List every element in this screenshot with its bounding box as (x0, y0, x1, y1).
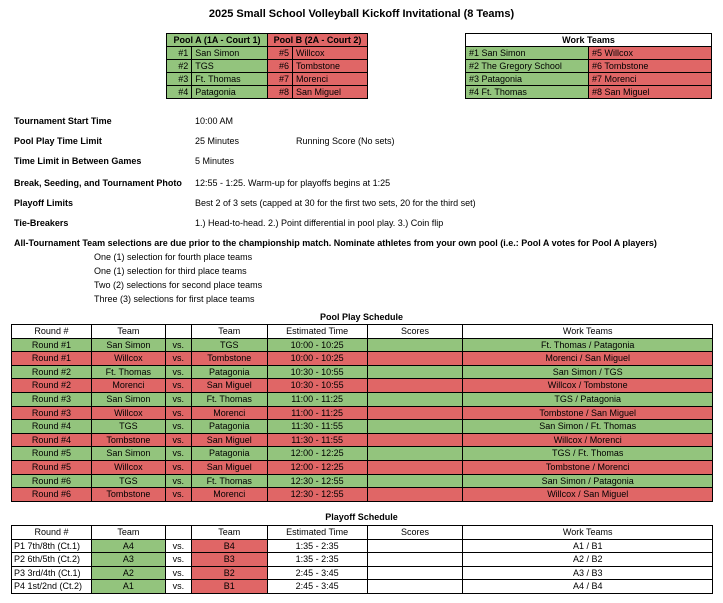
vs-cell[interactable]: vs. (165, 447, 191, 461)
pool-b-seed[interactable]: #6 (268, 60, 293, 73)
round-cell[interactable]: Round #5 (12, 460, 92, 474)
work-teams-cell[interactable]: Willcox / San Miguel (463, 488, 713, 502)
pool-b-team[interactable]: Tombstone (293, 60, 368, 73)
between-games-value[interactable]: 5 Minutes (195, 156, 235, 166)
break-label: Break, Seeding, and Tournament Photo (14, 178, 182, 188)
time-cell[interactable]: 10:00 - 10:25 (267, 338, 367, 352)
table-row (12, 553, 713, 567)
scores-cell[interactable] (367, 352, 463, 366)
table-header-row (12, 325, 713, 339)
col-header-round[interactable]: Round # (12, 526, 92, 540)
table-header-row (12, 526, 713, 540)
team2-cell[interactable]: Ft. Thomas (191, 474, 267, 488)
pool-a-seed[interactable]: #4 (167, 86, 192, 99)
scores-cell[interactable] (367, 338, 463, 352)
team2-cell[interactable]: B1 (191, 580, 267, 594)
pool-row (167, 47, 368, 60)
time-cell[interactable]: 11:30 - 11:55 (267, 420, 367, 434)
team2-cell[interactable]: San Miguel (191, 379, 267, 393)
break-value[interactable]: 12:55 - 1:25. Warm-up for playoffs begins at 1:25 (195, 178, 391, 188)
work-teams-cell[interactable]: Willcox / Morenci (463, 433, 713, 447)
selection-item[interactable]: Two (2) selections for second place teams (94, 280, 263, 290)
between-games-label: Time Limit in Between Games (14, 156, 142, 166)
team1-cell[interactable]: Willcox (91, 406, 165, 420)
team1-cell[interactable]: Tombstone (91, 433, 165, 447)
work-team-b[interactable]: #5 Willcox (589, 47, 712, 60)
team1-cell[interactable]: A1 (91, 580, 165, 594)
vs-cell[interactable]: vs. (165, 580, 191, 594)
vs-cell[interactable]: vs. (165, 392, 191, 406)
work-team-a[interactable]: #2 The Gregory School (466, 60, 589, 73)
work-teams-cell[interactable]: Tombstone / Morenci (463, 460, 713, 474)
work-team-b[interactable]: #7 Morenci (589, 73, 712, 86)
scores-cell[interactable] (367, 488, 463, 502)
scores-cell[interactable] (367, 379, 463, 393)
team2-cell[interactable]: B3 (191, 553, 267, 567)
pool-limit-value[interactable]: 25 Minutes (195, 136, 240, 146)
scores-cell[interactable] (367, 553, 463, 567)
pool-a-team[interactable]: San Simon (192, 47, 268, 60)
round-cell[interactable]: Round #4 (12, 433, 92, 447)
time-cell[interactable]: 1:35 - 2:35 (267, 553, 367, 567)
time-cell[interactable]: 12:30 - 12:55 (267, 474, 367, 488)
work-teams-cell[interactable]: A1 / B1 (463, 539, 713, 553)
work-teams-cell[interactable]: Tombstone / San Miguel (463, 406, 713, 420)
vs-cell[interactable]: vs. (165, 365, 191, 379)
table-row (12, 420, 713, 434)
scores-cell[interactable] (367, 433, 463, 447)
work-teams-cell[interactable]: San Simon / Ft. Thomas (463, 420, 713, 434)
vs-cell[interactable]: vs. (165, 460, 191, 474)
team1-cell[interactable]: San Simon (91, 447, 165, 461)
vs-cell[interactable]: vs. (165, 379, 191, 393)
work-team-b[interactable]: #8 San Miguel (589, 86, 712, 99)
vs-cell[interactable]: vs. (165, 420, 191, 434)
work-teams-cell[interactable]: A2 / B2 (463, 553, 713, 567)
round-cell[interactable]: Round #1 (12, 338, 92, 352)
vs-cell[interactable]: vs. (165, 474, 191, 488)
pool-limit-note[interactable]: Running Score (No sets) (296, 136, 395, 146)
selection-item[interactable]: One (1) selection for fourth place teams (94, 252, 253, 262)
time-cell[interactable]: 12:30 - 12:55 (267, 488, 367, 502)
col-header-work[interactable]: Work Teams (463, 325, 713, 339)
scores-cell[interactable] (367, 420, 463, 434)
vs-cell[interactable]: vs. (165, 539, 191, 553)
tie-breakers-value[interactable]: 1.) Head-to-head. 2.) Point differential in pool play. 3.) Coin flip (195, 218, 444, 228)
work-teams-cell[interactable]: A4 / B4 (463, 580, 713, 594)
table-row (12, 406, 713, 420)
time-cell[interactable]: 10:30 - 10:55 (267, 379, 367, 393)
table-row (12, 460, 713, 474)
time-cell[interactable]: 2:45 - 3:45 (267, 566, 367, 580)
round-cell[interactable]: P2 6th/5th (Ct.2) (12, 553, 92, 567)
work-teams-cell[interactable]: San Simon / TGS (463, 365, 713, 379)
scores-cell[interactable] (367, 406, 463, 420)
start-time-label: Tournament Start Time (14, 116, 112, 126)
work-teams-cell[interactable]: Morenci / San Miguel (463, 352, 713, 366)
work-teams-cell[interactable]: Ft. Thomas / Patagonia (463, 338, 713, 352)
time-cell[interactable]: 10:30 - 10:55 (267, 365, 367, 379)
scores-cell[interactable] (367, 460, 463, 474)
round-cell[interactable]: Round #3 (12, 392, 92, 406)
table-row (12, 392, 713, 406)
team2-cell[interactable]: B4 (191, 539, 267, 553)
col-header-team1[interactable]: Team (91, 526, 165, 540)
table-row (12, 338, 713, 352)
round-cell[interactable]: Round #2 (12, 379, 92, 393)
pool-a-team[interactable]: Patagonia (192, 86, 268, 99)
table-row (12, 566, 713, 580)
pool-schedule-table (11, 324, 713, 502)
team2-cell[interactable]: TGS (191, 338, 267, 352)
time-cell[interactable]: 11:00 - 11:25 (267, 406, 367, 420)
start-time-value[interactable]: 10:00 AM (195, 116, 234, 126)
table-row (12, 580, 713, 594)
round-cell[interactable]: P4 1st/2nd (Ct.2) (12, 580, 92, 594)
time-cell[interactable]: 1:35 - 2:35 (267, 539, 367, 553)
scores-cell[interactable] (367, 392, 463, 406)
col-header-work[interactable]: Work Teams (463, 526, 713, 540)
all-tournament-note: All-Tournament Team selections are due prior to the championship match. Nominate athletes from your own pool (i.e.: Pool A votes for Pool A players) (14, 238, 657, 248)
table-row (12, 352, 713, 366)
pool-a-seed[interactable]: #1 (167, 47, 192, 60)
team2-cell[interactable]: Tombstone (191, 352, 267, 366)
team2-cell[interactable]: Patagonia (191, 365, 267, 379)
vs-cell[interactable]: vs. (165, 352, 191, 366)
selection-item[interactable]: One (1) selection for third place teams (94, 266, 247, 276)
time-cell[interactable]: 2:45 - 3:45 (267, 580, 367, 594)
time-cell[interactable]: 12:00 - 12:25 (267, 447, 367, 461)
vs-cell[interactable]: vs. (165, 566, 191, 580)
pool-a-team[interactable]: Ft. Thomas (192, 73, 268, 86)
pool-a-seed[interactable]: #3 (167, 73, 192, 86)
vs-cell[interactable]: vs. (165, 338, 191, 352)
round-cell[interactable]: Round #2 (12, 365, 92, 379)
team1-cell[interactable]: A3 (91, 553, 165, 567)
time-cell[interactable]: 11:30 - 11:55 (267, 433, 367, 447)
pool-b-seed[interactable]: #8 (268, 86, 293, 99)
round-cell[interactable]: Round #6 (12, 488, 92, 502)
team1-cell[interactable]: TGS (91, 474, 165, 488)
col-header-scores[interactable]: Scores (367, 325, 463, 339)
vs-cell[interactable]: vs. (165, 488, 191, 502)
pool-b-header[interactable]: Pool B (2A - Court 2) (268, 34, 368, 47)
team1-cell[interactable]: A2 (91, 566, 165, 580)
time-cell[interactable]: 11:00 - 11:25 (267, 392, 367, 406)
team1-cell[interactable]: San Simon (91, 338, 165, 352)
pool-b-team[interactable]: San Miguel (293, 86, 368, 99)
round-cell[interactable]: Round #1 (12, 352, 92, 366)
team2-cell[interactable]: Ft. Thomas (191, 392, 267, 406)
col-header-time[interactable]: Estimated Time (267, 526, 367, 540)
work-teams-cell[interactable]: Willcox / Tombstone (463, 379, 713, 393)
work-teams-table (465, 33, 712, 99)
work-team-a[interactable]: #1 San Simon (466, 47, 589, 60)
table-row (12, 488, 713, 502)
page-title: 2025 Small School Volleyball Kickoff Invitational (8 Teams) (208, 8, 515, 20)
team2-cell[interactable]: Patagonia (191, 447, 267, 461)
round-cell[interactable]: Round #5 (12, 447, 92, 461)
team2-cell[interactable]: Morenci (191, 406, 267, 420)
scores-cell[interactable] (367, 474, 463, 488)
team1-cell[interactable]: A4 (91, 539, 165, 553)
pool-limit-label: Pool Play Time Limit (14, 136, 102, 146)
playoff-schedule-title: Playoff Schedule (325, 512, 398, 522)
scores-cell[interactable] (367, 566, 463, 580)
team2-cell[interactable]: B2 (191, 566, 267, 580)
time-cell[interactable]: 12:00 - 12:25 (267, 460, 367, 474)
work-team-a[interactable]: #4 Ft. Thomas (466, 86, 589, 99)
table-row (12, 379, 713, 393)
work-teams-header[interactable]: Work Teams (466, 34, 712, 47)
pool-row (167, 86, 368, 99)
round-cell[interactable]: Round #6 (12, 474, 92, 488)
work-teams-cell[interactable]: San Simon / Patagonia (463, 474, 713, 488)
team2-cell[interactable]: San Miguel (191, 460, 267, 474)
playoff-schedule-table (11, 525, 713, 594)
table-row (12, 433, 713, 447)
vs-cell[interactable]: vs. (165, 553, 191, 567)
work-team-a[interactable]: #3 Patagonia (466, 73, 589, 86)
table-row (12, 539, 713, 553)
pool-row (167, 60, 368, 73)
round-cell[interactable]: P3 3rd/4th (Ct.1) (12, 566, 92, 580)
scores-cell[interactable] (367, 365, 463, 379)
col-header-vs[interactable] (165, 325, 191, 339)
work-teams-cell[interactable]: TGS / Ft. Thomas (463, 447, 713, 461)
round-cell[interactable]: Round #4 (12, 420, 92, 434)
team1-cell[interactable]: Morenci (91, 379, 165, 393)
table-row (12, 365, 713, 379)
team1-cell[interactable]: Willcox (91, 352, 165, 366)
pool-a-header[interactable]: Pool A (1A - Court 1) (167, 34, 268, 47)
team1-cell[interactable]: Tombstone (91, 488, 165, 502)
col-header-time[interactable]: Estimated Time (267, 325, 367, 339)
col-header-team2[interactable]: Team (191, 325, 267, 339)
scores-cell[interactable] (367, 580, 463, 594)
team1-cell[interactable]: TGS (91, 420, 165, 434)
col-header-team1[interactable]: Team (91, 325, 165, 339)
team2-cell[interactable]: Patagonia (191, 420, 267, 434)
scores-cell[interactable] (367, 447, 463, 461)
team1-cell[interactable]: Willcox (91, 460, 165, 474)
col-header-vs[interactable] (165, 526, 191, 540)
pool-a-team[interactable]: TGS (192, 60, 268, 73)
time-cell[interactable]: 10:00 - 10:25 (267, 352, 367, 366)
playoff-limits-value[interactable]: Best 2 of 3 sets (capped at 30 for the first two sets, 20 for the third set) (195, 198, 476, 208)
playoff-limits-label: Playoff Limits (14, 198, 74, 208)
pool-b-team[interactable]: Willcox (293, 47, 368, 60)
pool-b-seed[interactable]: #5 (268, 47, 293, 60)
work-teams-cell[interactable]: A3 / B3 (463, 566, 713, 580)
team1-cell[interactable]: San Simon (91, 392, 165, 406)
table-row (12, 447, 713, 461)
team2-cell[interactable]: San Miguel (191, 433, 267, 447)
pool-b-seed[interactable]: #7 (268, 73, 293, 86)
team1-cell[interactable]: Ft. Thomas (91, 365, 165, 379)
vs-cell[interactable]: vs. (165, 433, 191, 447)
pool-b-team[interactable]: Morenci (293, 73, 368, 86)
pool-row (167, 73, 368, 86)
scores-cell[interactable] (367, 539, 463, 553)
vs-cell[interactable]: vs. (165, 406, 191, 420)
table-row (12, 474, 713, 488)
pool-a-seed[interactable]: #2 (167, 60, 192, 73)
pools-table (166, 33, 368, 99)
team2-cell[interactable]: Morenci (191, 488, 267, 502)
round-cell[interactable]: Round #3 (12, 406, 92, 420)
col-header-team2[interactable]: Team (191, 526, 267, 540)
round-cell[interactable]: P1 7th/8th (Ct.1) (12, 539, 92, 553)
col-header-round[interactable]: Round # (12, 325, 92, 339)
work-teams-cell[interactable]: TGS / Patagonia (463, 392, 713, 406)
col-header-scores[interactable]: Scores (367, 526, 463, 540)
selection-item[interactable]: Three (3) selections for first place teams (94, 294, 255, 304)
work-team-b[interactable]: #6 Tombstone (589, 60, 712, 73)
tie-breakers-label: Tie-Breakers (14, 218, 69, 228)
pool-schedule-title: Pool Play Schedule (319, 312, 404, 322)
